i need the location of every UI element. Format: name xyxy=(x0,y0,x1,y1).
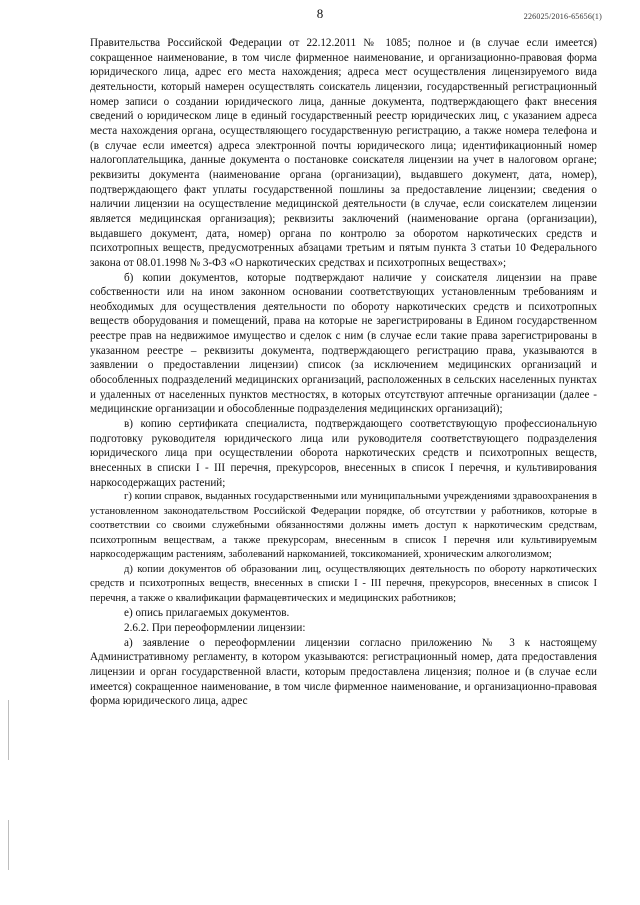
page-number: 8 xyxy=(316,6,324,21)
paragraph-continuation: Правительства Российской Федерации от 22.12.2011 № 1085; полное и (в случае если имеется) сокращенное наименование, в том числе фирменное наименование, и организационно-правовая форма юридического лица, адрес его места нахождения; адреса мест осуществления лицензируемого вида деятельности, который намерен осуществлять соискатель лицензии, государственный регистрационный номер записи о создании юридического лица, данные документа, подтверждающего факт внесения сведений о юридическом лице в единый государственный реестр юридических лиц, с указанием адреса места нахождения органа, осуществляющего государственную регистрацию, а также номера телефона и (в случае если имеется) адреса электронной почты юридического лица; идентификационный номер налогоплательщика, данные документа о постановке соискателя лицензии на учет в налоговом органе; реквизиты документа (наименование органа (организации), выдавшего документ, дата, номер), подтверждающего факт уплаты государственной пошлины за предоставление лицензии; сведения о наличии лицензии на осуществление медицинской деятельности (в случае, если соискателем лицензии является медицинская организация); реквизиты заключений (наименование органа (организации), выдавшего документ, дата, номер) органа по контролю за оборотом наркотических средств и психотропных веществ, предусмотренных абзацами третьим и пятым пункта 3 статьи 10 Федерального закона от 08.01.1998 № 3-ФЗ «О наркотических средствах и психотропных веществах»; xyxy=(90,37,597,269)
scan-edge-mark xyxy=(8,820,9,870)
paragraph-g: г) копии справок, выданных государственными или муниципальными учреждениями здравоохранения в установленном законодательством Российской Федерации порядке, об отсутствии у работников, которые в соответствии со своими служебными обязанностями должны иметь доступ к наркотическим средствам, психотропным веществам, а также прекурсорам, внесенным в список I перечня или культивируемым наркосодержащим растениям, заболеваний наркоманией, токсикоманией, хроническим алкоголизмом; xyxy=(90,491,597,561)
document-id: 226025/2016-65656(1) xyxy=(523,12,602,21)
paragraph-b: б) копии документов, которые подтверждают наличие у соискателя лицензии на праве собственности или на ином законном основании соответствующих установленным требованиям и необходимых для осуществления деятельности по обороту наркотических средств и психотропных веществ оборудования и помещений, права на которые не зарегистрированы в Едином государственном реестре прав на недвижимое имущество и сделок с ним (в случае если такие права зарегистрированы в указанном реестре – реквизиты документа, подтверждающего регистрацию права, указываются в заявлении о предоставлении лицензии) список (за исключением медицинских организаций и обособленных подразделений медицинских организаций, расположенных в сельских населенных пунктах и удаленных от населенных пунктов местностях, в которых отсутствуют аптечные организации (далее - медицинские организации и обособленные подразделения медицинских организаций); xyxy=(90,271,597,416)
paragraph-a: а) заявление о переоформлении лицензии согласно приложению № 3 к настоящему Административному регламенту, в котором указываются: регистрационный номер, дата предоставления лицензии и орган государственной власти, которым предоставлена лицензия; полное и (в случае если имеется) сокращенное наименование, в том числе фирменное наименование, и организационно-правовая форма юридического лица, адрес xyxy=(90,636,597,708)
paragraph-v: в) копию сертификата специалиста, подтверждающего соответствующую профессиональную подготовку руководителя юридического лица или руководителя соответствующего подразделения юридического лица при осуществлении оборота наркотических средств и психотропных веществ, внесенных в списки I - III перечня, прекурсоров, внесенных в список I перечня, и культивирования наркосодержащих растений; xyxy=(90,418,597,489)
paragraph-e: е) опись прилагаемых документов. xyxy=(124,607,290,620)
document-body xyxy=(90,36,597,709)
paragraph-d: д) копии документов об образовании лиц, осуществляющих деятельность по обороту наркотических средств и психотропных веществ, внесенных в списки I - III перечня, прекурсоров, внесенных в список I перечня, а также о квалификации фармацевтических и медицинских работников; xyxy=(90,563,597,604)
section-heading-2-6-2: 2.6.2. При переоформлении лицензии: xyxy=(124,622,306,634)
scan-edge-mark xyxy=(8,700,9,760)
